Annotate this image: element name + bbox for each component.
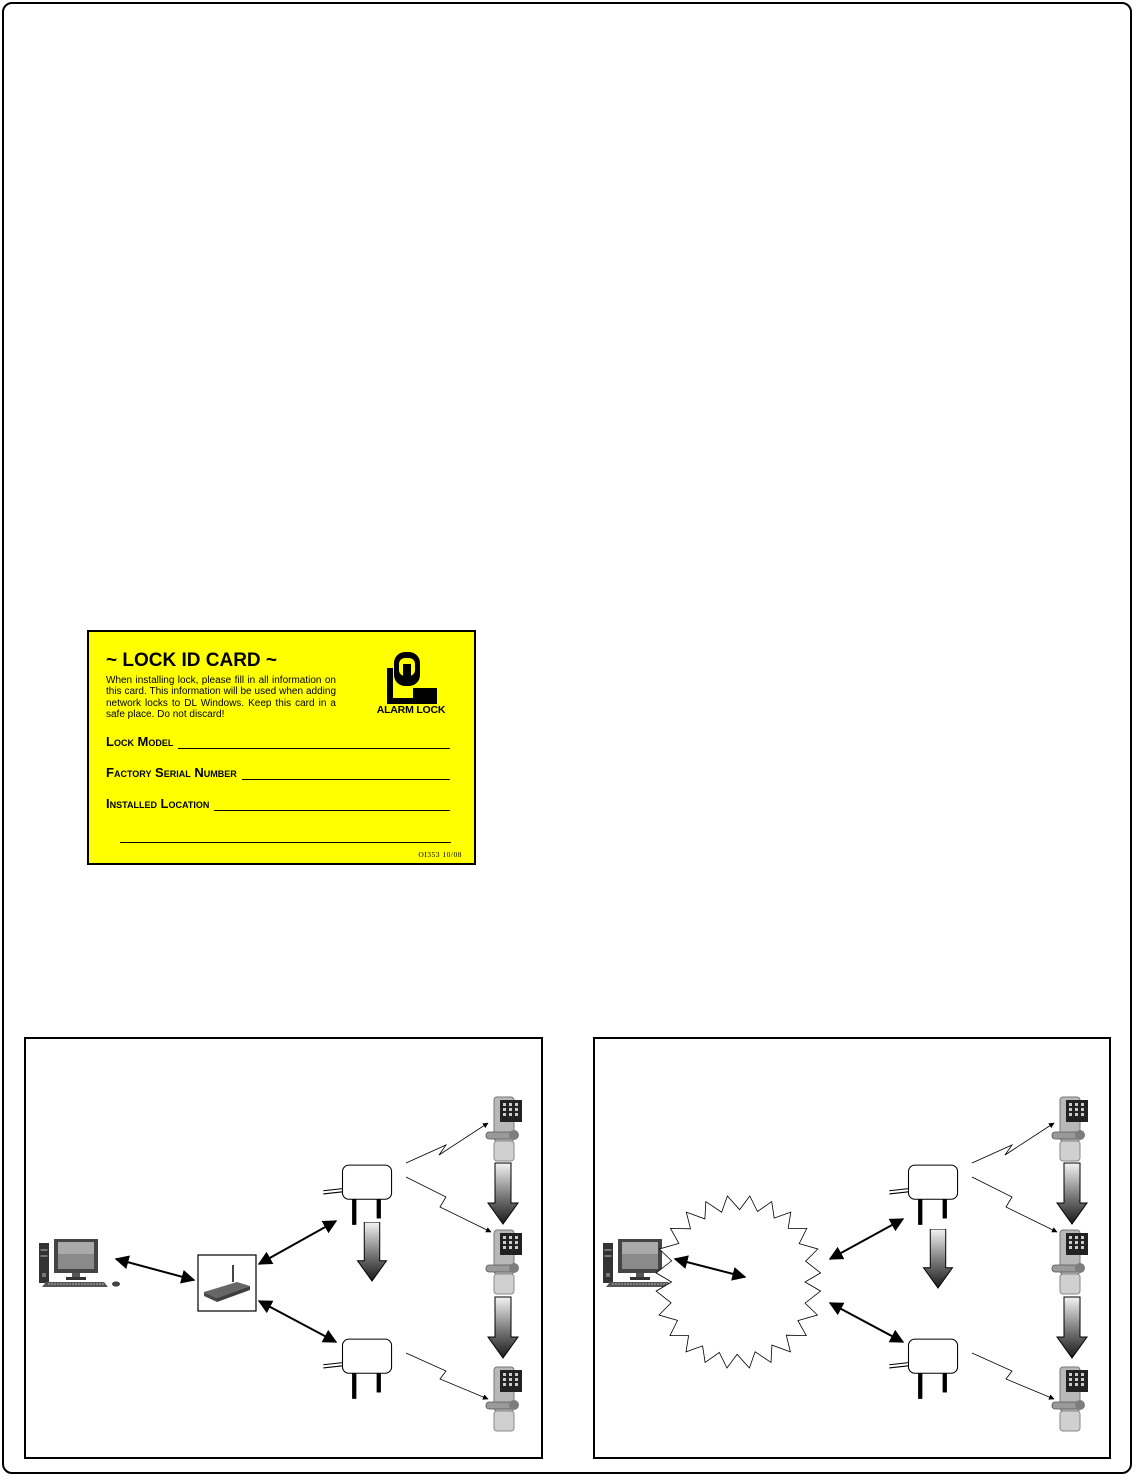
- network-diagram-router: [24, 1037, 543, 1459]
- keypad-lock-icon: [1052, 1230, 1088, 1294]
- wireless-signal-icon: [406, 1353, 488, 1399]
- serial-number-field[interactable]: [106, 765, 450, 780]
- link-arrow: [259, 1221, 336, 1264]
- gateway-icon: [889, 1165, 957, 1225]
- router-icon: [198, 1255, 256, 1311]
- installed-location-field[interactable]: [106, 796, 450, 811]
- network-cloud-icon: [656, 1196, 821, 1368]
- link-arrow: [259, 1301, 336, 1342]
- link-arrow: [830, 1219, 903, 1259]
- keypad-lock-icon: [1052, 1367, 1088, 1431]
- gateway-icon: [889, 1339, 957, 1399]
- installed-location-label: Installed Location: [106, 796, 210, 811]
- down-arrow-icon: [1057, 1163, 1087, 1224]
- keypad-lock-icon: [1052, 1097, 1088, 1161]
- down-arrow-icon: [1057, 1297, 1087, 1358]
- link-arrow: [116, 1259, 194, 1280]
- link-arrow: [830, 1303, 903, 1342]
- wireless-signal-icon: [406, 1123, 488, 1163]
- down-arrow-icon: [488, 1297, 518, 1358]
- down-arrow-icon: [488, 1163, 518, 1224]
- installed-location-line[interactable]: [214, 800, 450, 811]
- lock-model-label: Lock Model: [106, 734, 174, 749]
- wireless-signal-icon: [972, 1177, 1057, 1232]
- keypad-lock-icon: [486, 1367, 522, 1431]
- card-footer-line: [120, 842, 451, 843]
- alarm-lock-logo-icon: [361, 648, 461, 708]
- wireless-signal-icon: [972, 1123, 1054, 1163]
- computer-icon: [39, 1239, 120, 1287]
- lock-model-field[interactable]: [106, 734, 450, 749]
- gateway-icon: [323, 1165, 391, 1225]
- down-arrow-icon: [923, 1229, 952, 1288]
- network-diagram-cloud: [593, 1037, 1111, 1459]
- down-arrow-icon: [357, 1222, 386, 1281]
- lock-model-line[interactable]: [178, 738, 450, 749]
- keypad-lock-icon: [486, 1230, 522, 1294]
- card-title: ~ LOCK ID CARD ~: [106, 650, 278, 671]
- alarm-lock-logo: [361, 648, 461, 718]
- logo-text: ALARM LOCK: [376, 704, 446, 716]
- serial-number-label: Factory Serial Number: [106, 765, 237, 780]
- wireless-signal-icon: [406, 1177, 491, 1232]
- serial-number-line[interactable]: [242, 769, 450, 780]
- form-code: OI353 10/08: [418, 850, 462, 859]
- gateway-icon: [323, 1339, 391, 1399]
- card-instructions: When installing lock, please fill in all information on this card. This information will be used when adding network locks to DL Windows. Keep this card in a safe place. Do not discard!: [106, 675, 336, 721]
- wireless-signal-icon: [972, 1353, 1054, 1399]
- keypad-lock-icon: [486, 1097, 522, 1161]
- lock-id-card: [87, 630, 476, 865]
